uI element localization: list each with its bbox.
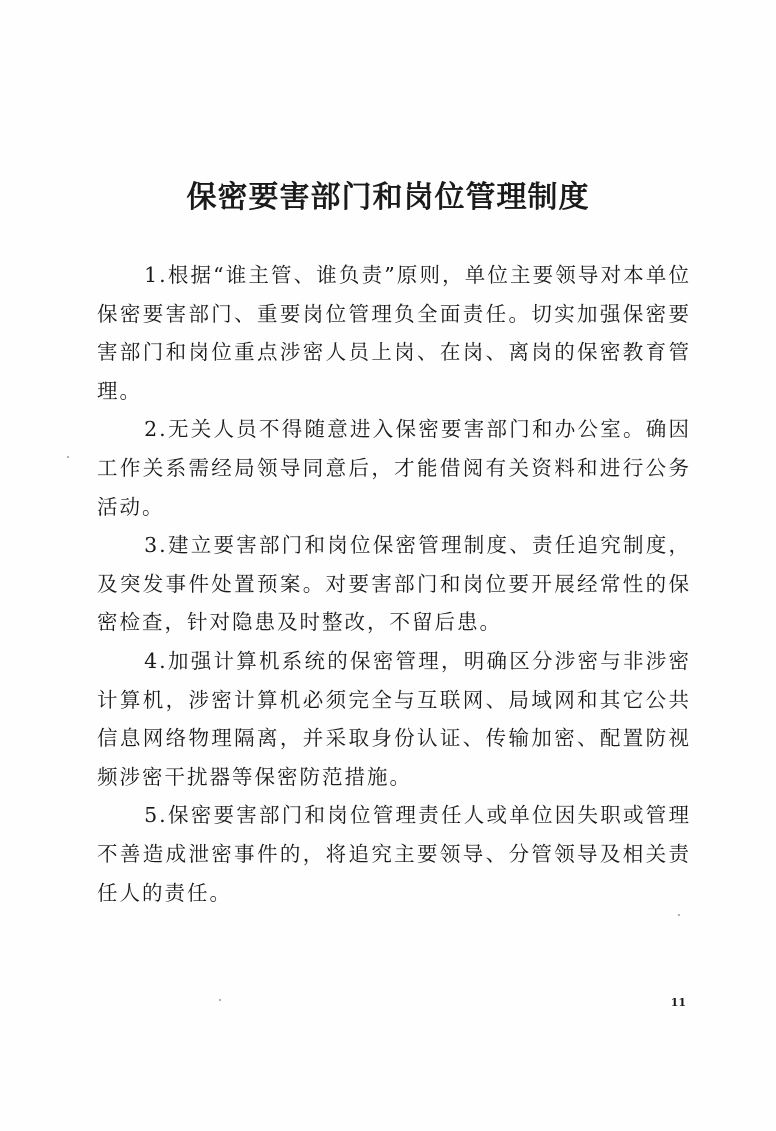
scan-speck [219,999,221,1001]
page-number: 11 [670,996,686,1009]
document-body [97,256,691,912]
paragraph-3: 3.建立要害部门和岗位保密管理制度、责任追究制度，及突发事件处置预案。对要害部门和岗位要开展经常性的保密检查，针对隐患及时整改，不留后患。 [97,533,691,635]
paragraph-2: 2.无关人员不得随意进入保密要害部门和办公室。确因工作关系需经局领导同意后，才能借阅有关资料和进行公务活动。 [97,417,691,519]
paragraph-1: 1.根据“谁主管、谁负责”原则，单位主要领导对本单位保密要害部门、重要岗位管理负全面责任。切实加强保密要害部门和岗位重点涉密人员上岗、在岗、离岗的保密教育管理。 [97,263,691,403]
paragraph-5: 5.保密要害部门和岗位管理责任人或单位因失职或管理不善造成泄密事件的，将追究主要领导、分管领导及相关责任人的责任。 [97,803,691,905]
scan-speck [678,914,680,916]
document-title: 保密要害部门和岗位管理制度 [186,180,590,215]
scan-speck [67,456,69,458]
paragraph-4: 4.加强计算机系统的保密管理，明确区分涉密与非涉密计算机，涉密计算机必须完全与互联网、局域网和其它公共信息网络物理隔离，并采取身份认证、传输加密、配置防视频涉密干扰器等保密防范措施。 [97,648,691,789]
